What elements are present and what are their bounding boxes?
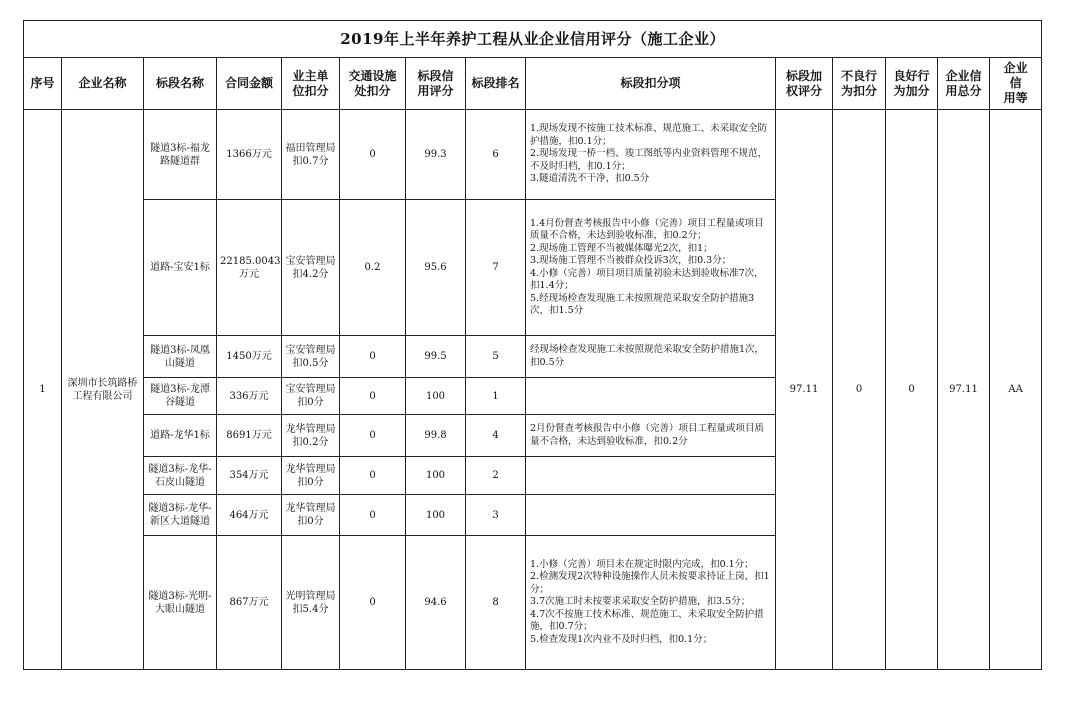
deduction-items xyxy=(526,495,776,536)
section-rank: 7 xyxy=(466,200,526,336)
contract-amount: 464万元 xyxy=(217,495,282,536)
sheet-title: 2019年上半年养护工程从业企业信用评分（施工企业） xyxy=(24,21,1042,58)
owner-deduction: 龙华管理局扣0分 xyxy=(282,457,340,495)
section-rank: 1 xyxy=(466,378,526,415)
bad-deduction: 0 xyxy=(833,110,886,670)
header-section-rank: 标段排名 xyxy=(466,58,526,110)
owner-deduction: 龙华管理局扣0分 xyxy=(282,495,340,536)
traffic-deduction: 0 xyxy=(340,415,406,457)
section-name: 隧道3标-凤凰山隧道 xyxy=(144,336,217,378)
deduction-items xyxy=(526,378,776,415)
section-score: 99.5 xyxy=(406,336,466,378)
header-good-bonus: 良好行 为加分 xyxy=(886,58,938,110)
header-company: 企业名称 xyxy=(62,58,144,110)
company-seq: 1 xyxy=(24,110,62,670)
section-score: 94.6 xyxy=(406,536,466,670)
section-rank: 3 xyxy=(466,495,526,536)
section-name: 隧道3标-福龙路隧道群 xyxy=(144,110,217,200)
contract-amount: 1366万元 xyxy=(217,110,282,200)
section-name: 隧道3标-光明-大眼山隧道 xyxy=(144,536,217,670)
section-rank: 8 xyxy=(466,536,526,670)
contract-amount: 354万元 xyxy=(217,457,282,495)
section-score: 95.6 xyxy=(406,200,466,336)
owner-deduction: 宝安管理局扣4.2分 xyxy=(282,200,340,336)
weighted-score: 97.11 xyxy=(776,110,833,670)
header-weighted-score: 标段加 权评分 xyxy=(776,58,833,110)
section-name: 隧道3标-龙华-石皮山隧道 xyxy=(144,457,217,495)
owner-deduction: 光明管理局扣5.4分 xyxy=(282,536,340,670)
section-name: 道路-宝安1标 xyxy=(144,200,217,336)
header-amount: 合同金额 xyxy=(217,58,282,110)
header-total-score: 企业信 用总分 xyxy=(938,58,990,110)
header-row xyxy=(24,58,1042,110)
contract-amount: 8691万元 xyxy=(217,415,282,457)
header-seq: 序号 xyxy=(24,58,62,110)
table-row xyxy=(24,110,1042,200)
owner-deduction: 宝安管理局扣0分 xyxy=(282,378,340,415)
header-credit-grade: 企业 信 用等 xyxy=(990,58,1042,110)
deduction-items: 1.现场发现不按施工技术标准、规范施工、未采取安全防护措施，扣0.1分； 2.现场发现一桥一档、竣工图纸等内业资料管理不规范，不及时归档，扣0.1分； 3.隧道清洗不干净，扣0.5分 xyxy=(526,110,776,200)
traffic-deduction: 0 xyxy=(340,495,406,536)
deduction-items: 1.小修（完善）项目未在规定时限内完成，扣0.1分； 2.检测发现2次特种设施操作人员未按要求持证上岗，扣1分； 3.7次施工时未按要求采取安全防护措施，扣3.5分； 4.7次不按施工技术标准、规范施工、未采取安全防护措施，扣0.7分； 5.检查发现1次内业不及时归档，扣0.1分； xyxy=(526,536,776,670)
section-rank: 5 xyxy=(466,336,526,378)
section-score: 100 xyxy=(406,495,466,536)
section-name: 隧道3标-龙华-新区大道隧道 xyxy=(144,495,217,536)
header-owner-deduction: 业主单 位扣分 xyxy=(282,58,340,110)
deduction-items: 1.4月份督查考核报告中小修（完善）项目工程量或项目质量不合格，未达到验收标准，扣0.2分； 2.现场施工管理不当被媒体曝光2次，扣1； 3.现场施工管理不当被群众投诉3次，扣0.3分； 4.小修（完善）项目项目质量初验未达到验收标准7次，扣1.4分； 5.经现场检查发现施工未按照规范采取安全防护措施3次，扣1.5分 xyxy=(526,200,776,336)
credit-score-table xyxy=(23,20,1042,670)
credit-score-sheet xyxy=(23,20,1041,670)
contract-amount: 22185.0043万元 xyxy=(217,200,282,336)
total-score: 97.11 xyxy=(938,110,990,670)
section-score: 100 xyxy=(406,378,466,415)
credit-grade: AA xyxy=(990,110,1042,670)
section-score: 100 xyxy=(406,457,466,495)
owner-deduction: 福田管理局扣0.7分 xyxy=(282,110,340,200)
section-score: 99.8 xyxy=(406,415,466,457)
owner-deduction: 宝安管理局扣0.5分 xyxy=(282,336,340,378)
traffic-deduction: 0 xyxy=(340,378,406,415)
traffic-deduction: 0 xyxy=(340,536,406,670)
section-rank: 2 xyxy=(466,457,526,495)
contract-amount: 867万元 xyxy=(217,536,282,670)
header-bad-deduction: 不良行 为扣分 xyxy=(833,58,886,110)
company-name: 深圳市长筑路桥工程有限公司 xyxy=(62,110,144,670)
traffic-deduction: 0.2 xyxy=(340,200,406,336)
header-deduction-items: 标段扣分项 xyxy=(526,58,776,110)
deduction-items: 经现场检查发现施工未按照规范采取安全防护措施1次，扣0.5分 xyxy=(526,336,776,378)
section-score: 99.3 xyxy=(406,110,466,200)
header-section: 标段名称 xyxy=(144,58,217,110)
contract-amount: 336万元 xyxy=(217,378,282,415)
good-bonus: 0 xyxy=(886,110,938,670)
header-traffic-deduction: 交通设施 处扣分 xyxy=(340,58,406,110)
traffic-deduction: 0 xyxy=(340,110,406,200)
owner-deduction: 龙华管理局扣0.2分 xyxy=(282,415,340,457)
section-rank: 4 xyxy=(466,415,526,457)
traffic-deduction: 0 xyxy=(340,336,406,378)
section-rank: 6 xyxy=(466,110,526,200)
deduction-items xyxy=(526,457,776,495)
section-name: 道路-龙华1标 xyxy=(144,415,217,457)
section-name: 隧道3标-龙潭谷隧道 xyxy=(144,378,217,415)
header-section-score: 标段信 用评分 xyxy=(406,58,466,110)
traffic-deduction: 0 xyxy=(340,457,406,495)
deduction-items: 2月份督查考核报告中小修（完善）项目工程量或项目质量不合格，未达到验收标准，扣0.2分 xyxy=(526,415,776,457)
contract-amount: 1450万元 xyxy=(217,336,282,378)
